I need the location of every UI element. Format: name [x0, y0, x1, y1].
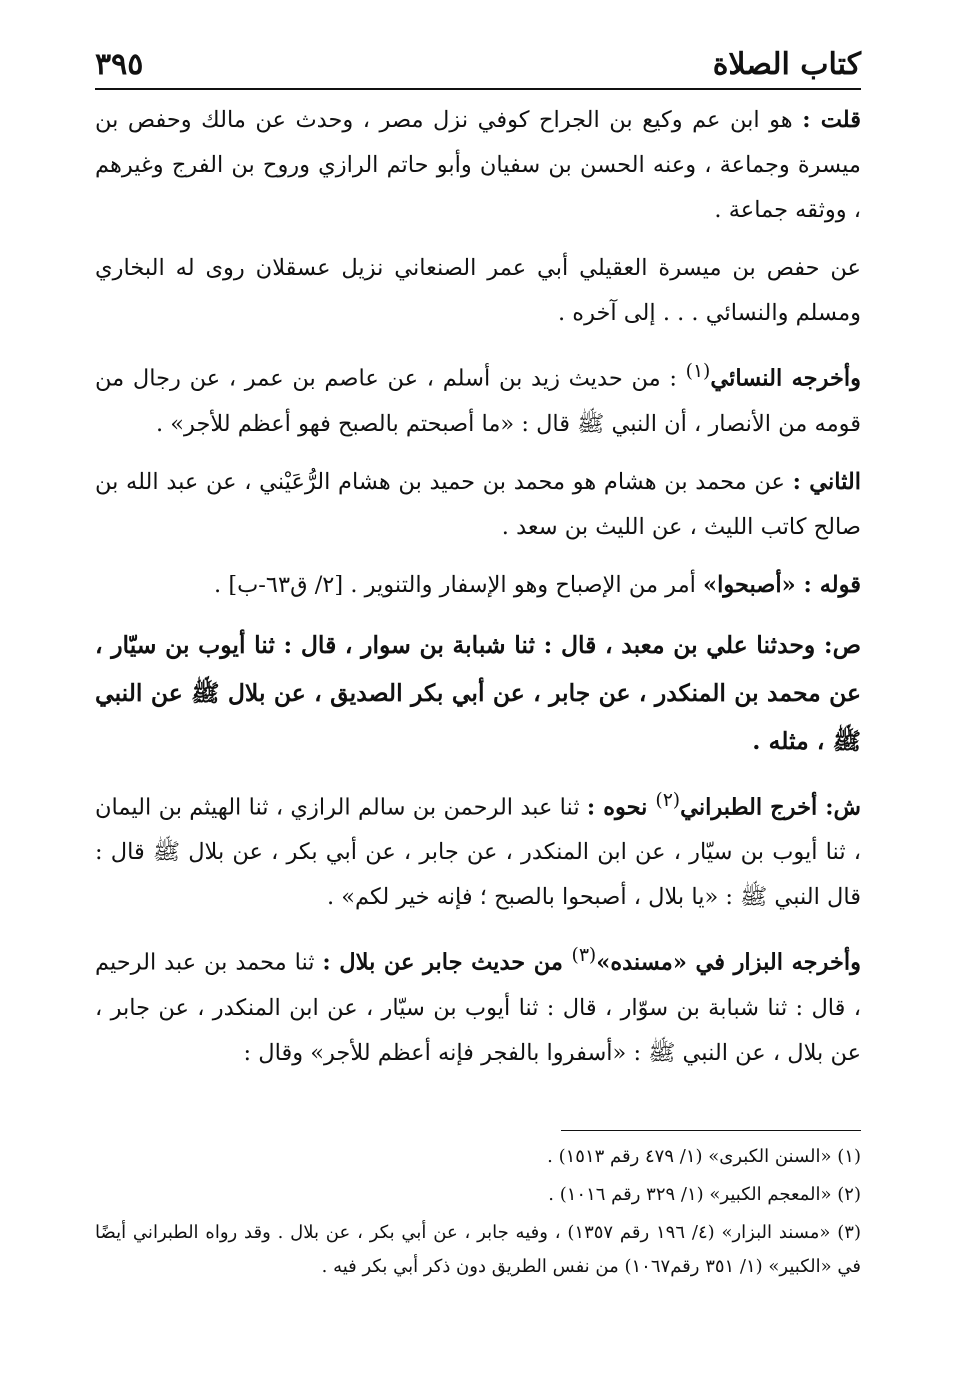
paragraph-text: هو ابن عم وكيع بن الجراح كوفي نزل مصر ، وحدث عن مالك وحفص بن ميسرة وجماعة ، وعنه الحسن بن سفيان وأبو حاتم الرازي وروح بن الفرج وغيرهم ، ووثقه جماعة . [95, 107, 861, 223]
footnote-2: (٢) «المعجم الكبير» (١/ ٣٢٩ رقم ١٠١٦) . [548, 1184, 861, 1205]
footnote-3: (٣) «مسند البزار» (٤/ ١٩٦ رقم ١٣٥٧) ، وفيه جابر ، عن أبي بكر ، عن بلال . وقد رواه الطبراني أيضًا في «الكبير» (١/ ٣٥١ رقم١٠٦٧) من نفس الطريق دون ذكر أبي بكر فيه . [95, 1222, 861, 1277]
footnote-ref[interactable]: (٣) [571, 945, 597, 966]
paragraph-text: : من حديث زيد بن أسلم ، عن عاصم بن عمر ، عن رجال من قومه من الأنصار ، أن النبي ﷺ قال : «ما أصبحتم بالصبح فهو أعظم للأجر» . [95, 365, 861, 437]
paragraph-8 [95, 933, 861, 1076]
footnote-separator [561, 1130, 861, 1131]
footnote-1: (١) «السنن الكبرى» (١/ ٤٧٩ رقم ١٥١٣) . [547, 1146, 861, 1167]
chapter-title: كتاب الصلاة [712, 47, 861, 82]
lead-phrase: قلت : [802, 107, 861, 133]
lead-phrase-2: نحوه : [586, 794, 656, 820]
lead-phrase: قوله : «أصبحوا» [703, 571, 861, 598]
paragraph-7 [95, 778, 861, 921]
lead-phrase: ش: أخرج الطبراني [680, 794, 862, 820]
footnote-ref[interactable]: (١) [685, 361, 711, 382]
page-header [95, 30, 861, 90]
lead-phrase: وأخرجه البزار في «مسنده» [596, 949, 861, 976]
page-number: ٣٩٥ [95, 47, 144, 82]
footnotes [95, 1140, 861, 1288]
paragraph-text: ص: وحدثنا علي بن معبد ، قال : ثنا شبابة بن سوار ، قال : ثنا أيوب بن سيّار ، عن محمد بن المنكدر ، عن جابر ، عن أبي بكر الصديق ، عن بلال ﷺ عن النبي ﷺ ، مثله . [95, 630, 861, 755]
paragraph-4 [95, 460, 861, 550]
paragraph-3 [95, 349, 861, 447]
main-text [95, 98, 861, 1089]
lead-phrase-2: من حديث جابر عن بلال : [322, 949, 572, 976]
paragraph-2 [95, 246, 861, 336]
paragraph-text: عن محمد بن هشام هو محمد بن حميد بن هشام الرُّعَيْني ، عن عبد الله بن صالح كاتب الليث ، عن الليث بن سعد . [95, 468, 861, 540]
main-hadith-text [95, 621, 861, 765]
paragraph-text: ثنا عبد الرحمن بن سالم الرازي ، ثنا الهيثم بن اليمان ، ثنا أيوب بن سيّار ، عن ابن المنكدر ، عن جابر ، عن أبي بكر ، عن بلال ﷺ قال : قال النبي ﷺ : «يا بلال ، أصبحوا بالصبح ؛ فإنه خير لكم» . [95, 794, 861, 910]
paragraph-text: ثنا محمد بن عبد الرحيم ، قال : ثنا شبابة بن سوّار ، قال : ثنا أيوب بن سيّار ، عن ابن المنكدر ، عن جابر ، عن بلال ، عن النبي ﷺ : «أسفروا بالفجر فإنه أعظم للأجر» وقال : [95, 949, 861, 1066]
footnote-ref[interactable]: (٢) [655, 789, 681, 811]
lead-phrase: الثاني : [792, 468, 861, 495]
paragraph-1 [95, 98, 861, 233]
lead-phrase: وأخرجه النسائي [710, 365, 861, 392]
paragraph-text: عن حفص بن ميسرة العقيلي أبي عمر الصنعاني نزيل عسقلان روى له البخاري ومسلم والنسائي . . . إلى آخره . [95, 255, 861, 326]
paragraph-5 [95, 563, 861, 608]
paragraph-text: أمر من الإصباح وهو الإسفار والتنوير . [٢/ ق٦٣-ب] . [214, 571, 704, 598]
